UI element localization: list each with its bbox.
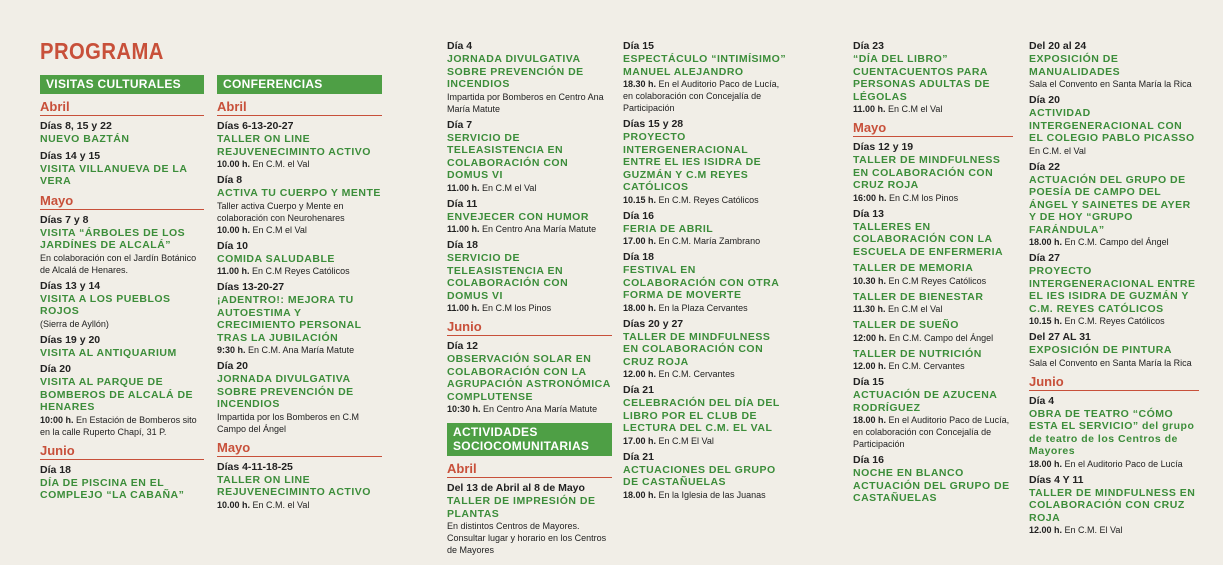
item-location: Sala el Convento en Santa María la Rica [1029,357,1192,368]
program-item [447,482,612,556]
item-detail [853,103,1013,115]
item-location: En C.M. el Val [252,499,310,510]
item-detail [623,235,788,247]
item-location: Taller activa Cuerpo y Mente en colaboración con Neurohenares [217,200,345,223]
item-location: En C.M. María Zambrano [658,236,761,246]
item-time: 12.00 h. [1029,525,1063,535]
column-5 [853,36,1013,505]
program-item [217,120,382,170]
item-location: En C.M. el Val [252,159,310,169]
item-title: OBRA DE TEATRO “CÓMO ESTA EL SERVICIO” del grupo de teatro de los Centros de Mayores [1029,407,1195,457]
item-date: Días 7 y 8 [40,213,89,226]
program-item [853,262,1013,287]
item-location: En el Auditorio Paco de Lucía, en colaboración con Concejalía de Participación [623,79,780,113]
item-time: 11.00 h. [447,182,480,193]
item-title: TALLER ON LINE REJUVENECIMINTO ACTIVO [217,133,371,158]
item-detail [217,200,382,224]
program-item [40,334,204,360]
item-detail [40,414,204,438]
item-date: Días 14 y 15 [40,149,101,162]
item-detail [217,344,382,356]
item-location: En Centro Ana María Matute [483,404,598,414]
item-detail [40,318,204,330]
item-date: Día 18 [447,239,478,251]
item-date: Día 23 [853,40,884,52]
item-time: 12:00 h. [853,332,887,343]
section-header: VISITAS CULTURALES [40,75,204,94]
column-4 [623,36,788,501]
item-detail [447,91,612,115]
item-title: DÍA DE PISCINA EN EL COMPLEJO “LA CABAÑA” [40,476,185,501]
item-date: Día 13 [853,207,884,220]
section-header: CONFERENCIAS [217,75,382,94]
month-heading: Mayo [40,194,204,210]
item-date: Días 15 y 28 [623,118,684,130]
program-item [40,464,204,502]
item-detail [853,332,1013,344]
item-title: TALLER DE IMPRESIÓN DE PLANTAS [447,495,596,520]
program-item [40,150,204,188]
item-title: TALLER DE SUEÑO [853,319,959,331]
item-detail [623,368,788,380]
item-title: ACTUACIONES DEL GRUPO DE CASTAÑUELAS [623,463,776,488]
item-time: 10.15 h. [1029,316,1063,326]
item-location: En C.M Reyes Católicos [888,275,987,286]
program-item [623,118,788,206]
item-detail [853,303,1013,315]
item-location: En C.M los Pinos [889,192,959,203]
item-time: 18.30 h. [623,79,657,89]
item-title: TALLER DE BIENESTAR [853,290,984,303]
item-time: 10.15 h. [623,194,657,205]
program-item [217,240,382,278]
column-conferencias [217,75,382,511]
item-date: Día 15 [853,376,884,388]
item-title: NUEVO BAZTÁN [40,133,130,145]
item-date: Día 10 [217,239,248,252]
column-visitas-culturales [40,75,204,502]
program-item [623,40,788,114]
item-title: TALLER DE MINDFULNESS EN COLABORACIÓN CON CRUZ ROJA [1029,486,1196,524]
item-location: (Sierra de Ayllón) [40,318,109,329]
program-item [853,348,1013,373]
item-detail [1029,524,1199,536]
program-item [1029,161,1199,249]
item-location: En el Auditorio Paco de Lucía, en colaboración con Concejalía de Participación [853,415,1010,449]
item-location: En el Auditorio Paco de Lucía [1064,458,1183,469]
program-item [1029,40,1199,90]
item-detail [40,252,204,276]
item-title: TALLER DE MINDFULNESS EN COLABORACIÓN CON CRUZ ROJA [623,330,771,368]
item-date: Día 15 [623,40,654,52]
item-time: 18.00 h. [1029,237,1063,247]
item-location: En C.M. El Val [1064,525,1123,535]
item-title: VISITA “ÁRBOLES DE LOS JARDÍNES DE ALCALÁ” [40,226,186,251]
item-date: Del 13 de Abril al 8 de Mayo [447,482,585,494]
month-heading: Mayo [853,121,1013,137]
program-item [1029,474,1199,537]
program-item [853,376,1013,450]
item-detail [853,414,1013,450]
item-date: Día 16 [853,454,884,466]
item-date: Día 7 [447,118,473,131]
program-item [623,451,788,501]
item-location: En distintos Centros de Mayores. Consultar lugar y horario en los Centros de Mayores [447,521,607,555]
program-item [853,208,1013,259]
item-time: 17.00 h. [623,236,657,246]
program-item [853,454,1013,505]
item-time: 18.00 h. [623,302,657,313]
program-item [623,210,788,248]
item-detail [1029,236,1199,248]
program-item [623,384,788,447]
item-title: “DÍA DEL LIBRO” CUENTACUENTOS PARA PERSONAS ADULTAS DE LÉGOLAS [853,53,991,103]
program-item [217,360,382,435]
item-location: En C.M el Val [888,104,943,114]
program-item [853,40,1013,115]
item-date: Día 12 [447,340,478,352]
item-time: 10:30 h. [447,404,481,414]
item-title: ACTIVIDAD INTERGENERACIONAL CON EL COLEGIO PABLO PICASSO [1029,107,1195,144]
item-title: VISITA A LOS PUEBLOS ROJOS [40,292,171,317]
item-detail [623,302,788,314]
program-item [217,174,382,236]
item-date: Día 27 [1029,252,1060,264]
item-time: 11.00 h. [853,104,886,114]
program-item [40,214,204,276]
program-item [40,363,204,438]
item-detail [447,520,612,556]
item-time: 12.00 h. [623,369,657,379]
item-location: Impartida por Bomberos en Centro Ana María Matute [447,91,604,114]
item-location: Sala el Convento en Santa María la Rica [1029,79,1192,89]
item-date: Día 4 [447,40,473,52]
item-time: 16:00 h. [853,192,887,203]
item-detail [217,499,382,511]
item-date: Día 4 [1029,394,1055,407]
item-date: Día 20 [40,363,71,375]
item-detail [447,302,612,314]
program-item [623,251,788,314]
program-item [1029,395,1199,470]
item-location: En C.M. Campo del Ángel [889,332,994,343]
item-date: Día 20 [1029,94,1060,106]
program-item [853,291,1013,316]
program-item [447,340,612,415]
item-title: FESTIVAL EN COLABORACIÓN CON OTRA FORMA DE MOVERTE [623,264,779,301]
item-detail [623,194,788,206]
item-time: 10.30 h. [853,275,887,286]
item-date: Día 18 [623,251,654,263]
item-time: 9:30 h. [217,345,246,355]
item-detail [1029,315,1199,327]
item-location: En Centro Ana María Matute [482,224,597,234]
item-time: 10.00 h. [217,499,251,510]
item-location: En C.M los Pinos [482,303,552,313]
item-title: JORNADA DIVULGATIVA SOBRE PREVENCIÓN DE INCENDIOS [447,53,584,90]
item-location: En C.M. Cervantes [658,369,735,379]
item-date: Días 12 y 19 [853,141,914,153]
item-location: En C.M. Reyes Católicos [1064,316,1165,326]
item-location: En C.M. Reyes Católicos [658,194,759,205]
item-time: 18.00 h. [623,489,657,500]
item-title: ACTIVA TU CUERPO Y MENTE [217,187,381,199]
item-time: 10.00 h. [217,224,251,235]
item-date: Días 19 y 20 [40,333,101,346]
item-detail [217,265,382,277]
item-detail [623,489,788,501]
item-date: Día 8 [217,174,243,186]
item-detail [853,360,1013,372]
item-detail [853,192,1013,204]
item-date: Días 4-11-18-25 [217,460,293,473]
item-date: Día 16 [623,209,654,222]
month-heading: Junio [40,444,204,460]
item-date: Días 4 Y 11 [1029,473,1084,486]
item-title: FERIA DE ABRIL [623,222,714,235]
month-heading: Junio [447,320,612,336]
program-item [447,239,612,314]
item-time: 18.00 h. [853,415,887,425]
item-detail [1029,458,1199,470]
section-header: ACTIVIDADES SOCIOCOMUNITARIAS [447,423,612,456]
month-heading: Abril [447,462,612,478]
item-title: ACTUACIÓN DE AZUCENA RODRÍGUEZ [853,389,997,414]
item-title: ACTUACIÓN DEL GRUPO DE POESÍA DE CAMPO DEL ÁNGEL Y SAINETES DE AYER Y DE HOY “GRUPO FARÁNDULA” [1029,173,1191,236]
item-location: En C.M. el Val [1029,145,1086,156]
item-time: 12.00 h. [853,361,887,371]
item-title: TALLER DE NUTRICIÓN [853,347,982,360]
month-heading: Abril [40,100,204,116]
item-detail [217,224,382,236]
item-location: En C.M Reyes Católicos [252,266,350,276]
item-date: Días 20 y 27 [623,317,684,330]
item-title: CELEBRACIÓN DEL DÍA DEL LIBRO POR EL CLUB DE LECTURA DEL C.M. EL VAL [623,397,780,434]
item-detail [853,275,1013,287]
program-item [1029,252,1199,327]
item-date: Días 13-20-27 [217,281,285,293]
item-time: 11.00 h. [217,266,250,276]
item-date: Del 27 AL 31 [1029,331,1091,343]
item-time: 11.00 h. [447,224,480,234]
item-title: ¡ADENTRO!: MEJORA TU AUTOESTIMA Y CRECIMIENTO PERSONAL TRAS LA JUBILACIÓN [217,294,362,344]
item-location: En la Iglesia de las Juanas [658,489,766,500]
item-detail [447,223,612,235]
item-detail [1029,145,1199,157]
item-title: ENVEJECER CON HUMOR [447,210,589,223]
item-location: En C.M. Cervantes [888,361,965,371]
program-item [447,119,612,194]
item-location: En C.M. Ana María Matute [248,345,355,355]
item-detail [447,403,612,415]
item-title: EXPOSICIÓN DE MANUALIDADES [1029,53,1121,78]
item-detail [447,182,612,194]
item-title: SERVICIO DE TELEASISTENCIA EN COLABORACIÓN CON DOMUS VI [447,131,569,181]
program-item [217,281,382,356]
item-title: NOCHE EN BLANCO ACTUACIÓN DEL GRUPO DE CASTAÑUELAS [853,467,1010,504]
item-detail [1029,357,1199,369]
item-location: Impartida por los Bomberos en C.M Campo del Ángel [217,411,360,434]
item-title: VISITA AL PARQUE DE BOMBEROS DE ALCALÁ DE HENARES [40,376,194,413]
item-title: VISITA AL ANTIQUARIUM [40,346,177,359]
item-detail [623,435,788,447]
item-date: Días 13 y 14 [40,279,101,292]
item-location: En C.M El Val [658,435,714,446]
item-title: TALLER DE MEMORIA [853,262,974,274]
item-date: Día 21 [623,450,654,463]
item-date: Día 11 [447,197,478,210]
program-item [1029,94,1199,157]
item-detail [1029,78,1199,90]
item-title: PROYECTO INTERGENERACIONAL ENTRE EL IES ISIDRA DE GUZMÁN Y C.M. REYES CATÓLICOS [1029,265,1196,315]
item-title: PROYECTO INTERGENERACIONAL ENTRE EL IES ISIDRA DE GUZMÁN Y C.M REYES CATÓLICOS [623,131,762,193]
item-time: 10.00 h. [217,159,251,169]
item-detail [217,411,382,435]
program-item [1029,331,1199,369]
item-time: 17.00 h. [623,435,657,446]
item-title: ESPECTÁCULO “INTIMÍSIMO” MANUEL ALEJANDRO [623,53,787,78]
item-location: En colaboración con el Jardín Botánico de Alcalá de Henares. [40,252,197,275]
item-location: En C.M el Val [888,304,943,314]
item-title: COMIDA SALUDABLE [217,252,335,265]
program-item [853,319,1013,344]
item-date: Día 20 [217,360,248,372]
page-title: PROGRAMA [40,38,164,64]
item-title: VISITA VILLANUEVA DE LA VERA [40,162,188,187]
program-item [40,280,204,330]
item-title: TALLERES EN COLABORACIÓN CON LA ESCUELA DE ENFERMERIA [853,220,1004,258]
item-time: 18.00 h. [1029,458,1063,469]
item-location: En C.M el Val [252,224,307,235]
item-title: TALLER DE MINDFULNESS EN COLABORACIÓN CON CRUZ ROJA [853,154,1001,191]
item-location: En la Plaza Cervantes [658,302,748,313]
item-date: Día 18 [40,463,71,476]
item-title: TALLER ON LINE REJUVENECIMINTO ACTIVO [217,473,371,498]
program-item [217,461,382,511]
item-title: OBSERVACIÓN SOLAR EN COLABORACIÓN CON LA AGRUPACIÓN ASTRONÓMICA COMPLUTENSE [447,353,611,403]
program-item [40,120,204,146]
item-time: 10:00 h. [40,414,74,425]
column-3 [447,36,612,556]
month-heading: Mayo [217,441,382,457]
item-detail [217,158,382,170]
month-heading: Junio [1029,375,1199,391]
item-date: Días 8, 15 y 22 [40,120,112,132]
program-item [623,318,788,381]
item-location: En C.M el Val [482,182,537,193]
program-item [447,40,612,115]
item-date: Días 6-13-20-27 [217,120,294,132]
item-detail [623,78,788,114]
item-date: Día 21 [623,384,654,396]
item-title: SERVICIO DE TELEASISTENCIA EN COLABORACIÓN CON DOMUS VI [447,252,569,302]
item-title: EXPOSICIÓN DE PINTURA [1029,344,1172,356]
item-location: En C.M. Campo del Ángel [1064,237,1169,247]
item-location: En Estación de Bomberos sito en la calle Ruperto Chapí, 31 P. [40,414,197,437]
column-6 [1029,36,1199,536]
item-title: JORNADA DIVULGATIVA SOBRE PREVENCIÓN DE INCENDIOS [217,373,354,410]
program-item [853,141,1013,204]
month-heading: Abril [217,100,382,116]
item-time: 11.30 h. [853,304,886,314]
item-date: Día 22 [1029,160,1060,173]
program-item [447,198,612,236]
item-date: Del 20 al 24 [1029,40,1087,52]
item-time: 11.00 h. [447,303,480,313]
